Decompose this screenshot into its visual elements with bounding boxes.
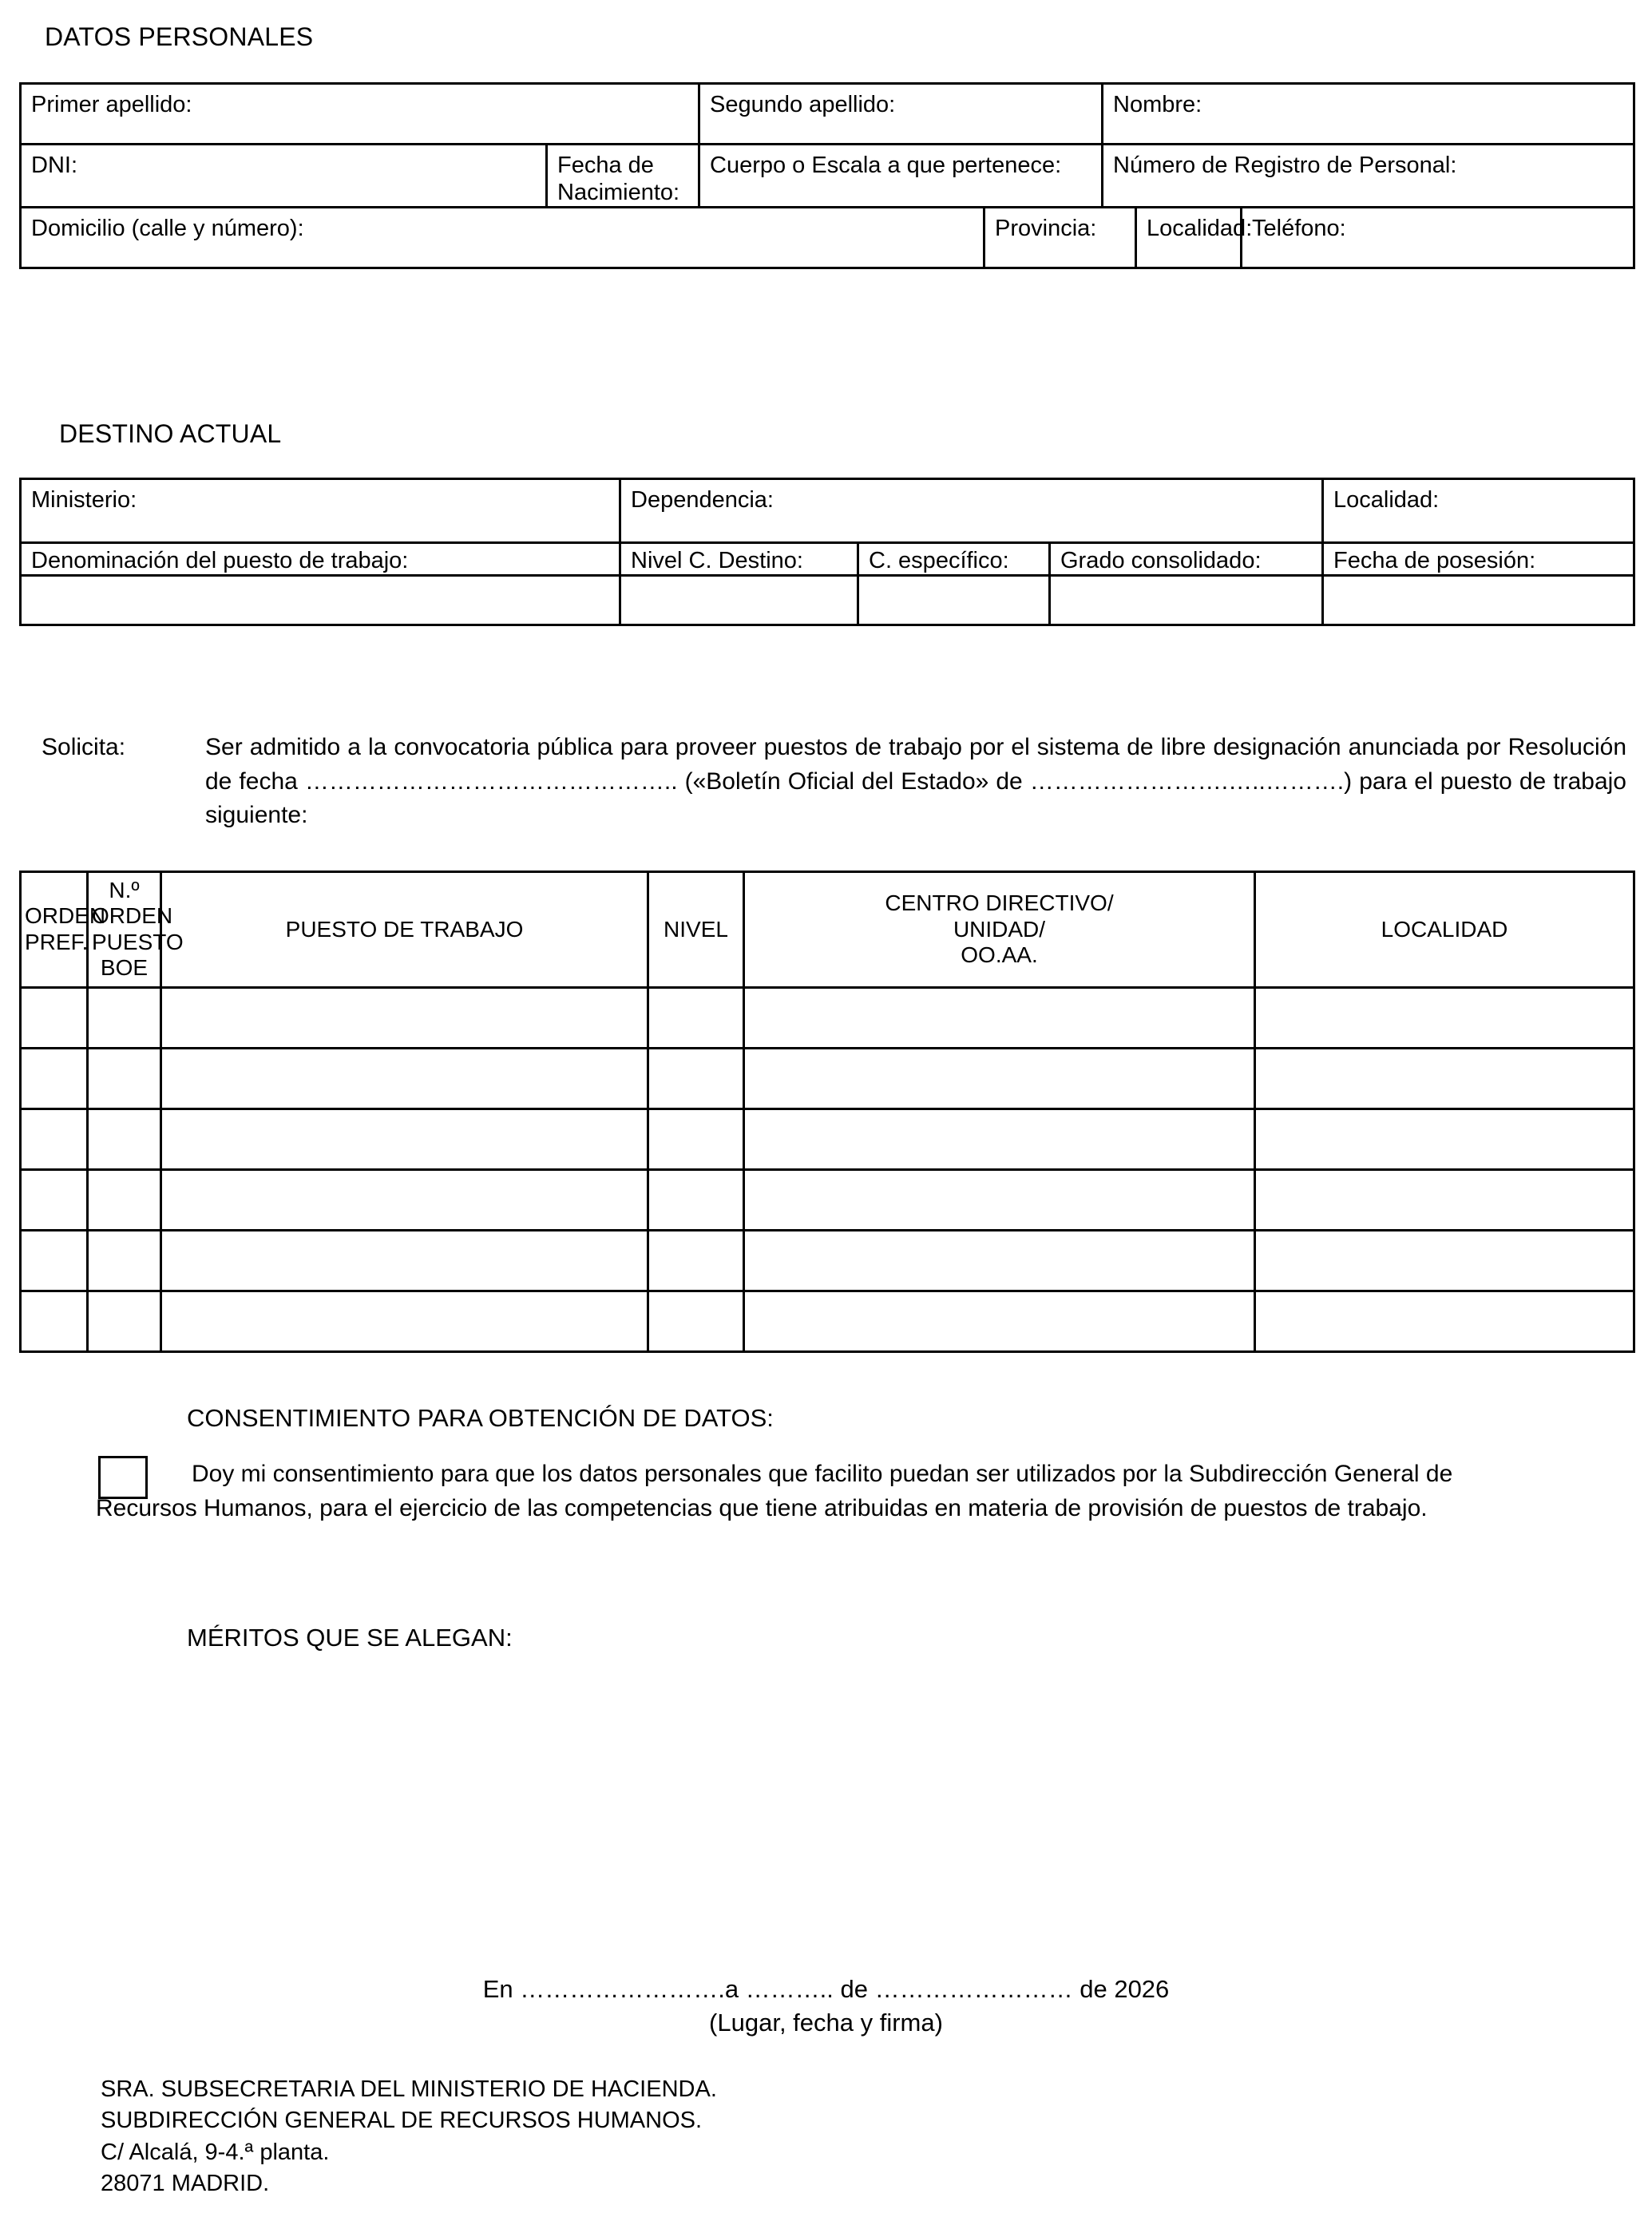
table-row	[21, 1291, 1634, 1351]
label-grado-consolidado: Grado consolidado:	[1050, 543, 1323, 576]
field-localidad-destino[interactable]: Localidad:	[1323, 479, 1634, 543]
cell-n-orden-boe[interactable]	[88, 1291, 161, 1351]
table-row	[21, 1048, 1634, 1108]
col-header-line: N.º	[109, 878, 140, 902]
consentimiento-text: Doy mi consentimiento para que los datos personales que facilito puedan ser utilizados por la Subdirección General de Recursos Humanos, para el ejercicio de las competencias que tiene atribuidas en materia de provisión de puestos de trabajo.	[96, 1461, 1453, 1521]
input-denominacion-puesto[interactable]	[21, 576, 620, 625]
cell-nivel[interactable]	[648, 1169, 744, 1230]
field-cuerpo-escala[interactable]: Cuerpo o Escala a que pertenece:	[699, 145, 1103, 208]
cell-puesto-trabajo[interactable]	[161, 1108, 648, 1169]
signature-caption: (Lugar, fecha y firma)	[709, 2008, 943, 2037]
cell-orden-pref[interactable]	[21, 1108, 88, 1169]
label-c-especifico: C. específico:	[858, 543, 1050, 576]
table-row	[21, 208, 1634, 268]
field-dni[interactable]: DNI:	[21, 145, 547, 208]
cell-puesto-trabajo[interactable]	[161, 1169, 648, 1230]
table-row	[21, 145, 1634, 208]
cell-nivel[interactable]	[648, 1048, 744, 1108]
address-line: C/ Alcalá, 9-4.ª planta.	[101, 2139, 330, 2165]
field-domicilio[interactable]: Domicilio (calle y número):	[21, 208, 984, 268]
cell-orden-pref[interactable]	[21, 1230, 88, 1291]
datos-personales-table	[19, 82, 1635, 269]
cell-puesto-trabajo[interactable]	[161, 1230, 648, 1291]
address-line: 28071 MADRID.	[101, 2171, 270, 2197]
col-header-centro-directivo	[744, 872, 1255, 988]
table-row	[21, 1169, 1634, 1230]
cell-localidad[interactable]	[1255, 1108, 1634, 1169]
col-header-line: CENTRO DIRECTIVO/	[885, 890, 1114, 916]
table-row	[21, 479, 1634, 543]
consentimiento-heading: CONSENTIMIENTO PARA OBTENCIÓN DE DATOS:	[187, 1404, 774, 1432]
puestos-solicitados-table	[19, 871, 1635, 1353]
table-row	[21, 576, 1634, 625]
cell-nivel[interactable]	[648, 1230, 744, 1291]
cell-centro-directivo[interactable]	[744, 1291, 1255, 1351]
label-denominacion-puesto: Denominación del puesto de trabajo:	[21, 543, 620, 576]
cell-localidad[interactable]	[1255, 1169, 1634, 1230]
col-header-line: ORDEN	[25, 903, 106, 929]
table-row	[21, 1108, 1634, 1169]
label-fecha-posesion: Fecha de posesión:	[1323, 543, 1634, 576]
col-header-orden-pref	[21, 872, 106, 988]
field-primer-apellido[interactable]: Primer apellido:	[21, 84, 699, 145]
solicita-text: Ser admitido a la convocatoria pública para proveer puestos de trabajo por el sistema de libre designación anunciada por Resolución de fecha ……………………………………….. («Boletín Oficial del Estado» de …………………….…..……….) para el puesto de trabajo siguiente:	[205, 734, 1626, 829]
field-localidad[interactable]: Localidad:	[1136, 208, 1242, 268]
input-fecha-posesion[interactable]	[1323, 576, 1634, 625]
solicita-block	[42, 731, 1626, 833]
address-line: SUBDIRECCIÓN GENERAL DE RECURSOS HUMANOS.	[101, 2108, 703, 2134]
col-header-line: PUESTO DE TRABAJO	[285, 916, 524, 942]
cell-centro-directivo[interactable]	[744, 1108, 1255, 1169]
meritos-heading: MÉRITOS QUE SE ALEGAN:	[187, 1624, 513, 1652]
cell-puesto-trabajo[interactable]	[161, 987, 648, 1048]
field-provincia[interactable]: Provincia:	[984, 208, 1136, 268]
table-header-row	[21, 872, 1634, 988]
table-row	[21, 84, 1634, 145]
cell-n-orden-boe[interactable]	[88, 987, 161, 1048]
col-header-n-orden-puesto-boe	[88, 872, 184, 988]
section-heading-datos-personales: DATOS PERSONALES	[45, 22, 314, 51]
field-telefono[interactable]: Teléfono:	[1242, 208, 1634, 268]
field-nombre[interactable]: Nombre:	[1103, 84, 1634, 145]
col-header-line: LOCALIDAD	[1381, 916, 1508, 942]
col-header-nivel	[648, 872, 744, 988]
col-header-line: NIVEL	[664, 916, 728, 942]
field-dependencia[interactable]: Dependencia:	[620, 479, 1323, 543]
destinatario-address-block	[101, 2074, 717, 2200]
input-c-especifico[interactable]	[858, 576, 1050, 625]
cell-localidad[interactable]	[1255, 1291, 1634, 1351]
section-heading-destino-actual: DESTINO ACTUAL	[59, 419, 282, 448]
destino-actual-table	[19, 478, 1635, 626]
cell-nivel[interactable]	[648, 987, 744, 1048]
cell-localidad[interactable]	[1255, 1230, 1634, 1291]
cell-nivel[interactable]	[648, 1108, 744, 1169]
col-header-line: OO.AA.	[961, 942, 1038, 968]
cell-localidad[interactable]	[1255, 1048, 1634, 1108]
col-header-line: PUESTO	[92, 929, 184, 954]
col-header-localidad	[1255, 872, 1634, 988]
cell-centro-directivo[interactable]	[744, 987, 1255, 1048]
cell-orden-pref[interactable]	[21, 1169, 88, 1230]
input-grado-consolidado[interactable]	[1050, 576, 1323, 625]
signature-block	[0, 1973, 1652, 2040]
cell-n-orden-boe[interactable]	[88, 1048, 161, 1108]
col-header-line: BOE	[100, 955, 149, 981]
cell-n-orden-boe[interactable]	[88, 1108, 161, 1169]
table-row	[21, 987, 1634, 1048]
signature-place-date-line: En …………………….a ……….. de …………………… de 2026	[482, 1975, 1170, 2003]
cell-n-orden-boe[interactable]	[88, 1169, 161, 1230]
cell-nivel[interactable]	[648, 1291, 744, 1351]
field-ministerio[interactable]: Ministerio:	[21, 479, 620, 543]
cell-centro-directivo[interactable]	[744, 1230, 1255, 1291]
cell-puesto-trabajo[interactable]	[161, 1291, 648, 1351]
field-numero-registro-personal[interactable]: Número de Registro de Personal:	[1103, 145, 1634, 208]
cell-puesto-trabajo[interactable]	[161, 1048, 648, 1108]
cell-orden-pref[interactable]	[21, 987, 88, 1048]
cell-n-orden-boe[interactable]	[88, 1230, 161, 1291]
col-header-line: ORDEN	[92, 903, 173, 929]
table-row	[21, 543, 1634, 576]
field-fecha-nacimiento[interactable]: Fecha de Nacimiento:	[547, 145, 699, 208]
label-nivel-c-destino: Nivel C. Destino:	[620, 543, 858, 576]
solicita-label: Solicita:	[42, 734, 126, 760]
cell-orden-pref[interactable]	[21, 1048, 88, 1108]
address-line: SRA. SUBSECRETARIA DEL MINISTERIO DE HACIENDA.	[101, 2076, 717, 2102]
col-header-puesto-de-trabajo	[161, 872, 648, 988]
cell-orden-pref[interactable]	[21, 1291, 88, 1351]
cell-centro-directivo[interactable]	[744, 1169, 1255, 1230]
col-header-line: UNIDAD/	[953, 916, 1046, 942]
field-segundo-apellido[interactable]: Segundo apellido:	[699, 84, 1103, 145]
input-nivel-c-destino[interactable]	[620, 576, 858, 625]
cell-localidad[interactable]	[1255, 987, 1634, 1048]
cell-centro-directivo[interactable]	[744, 1048, 1255, 1108]
table-row	[21, 1230, 1634, 1291]
col-header-line: PREF.	[25, 929, 89, 954]
